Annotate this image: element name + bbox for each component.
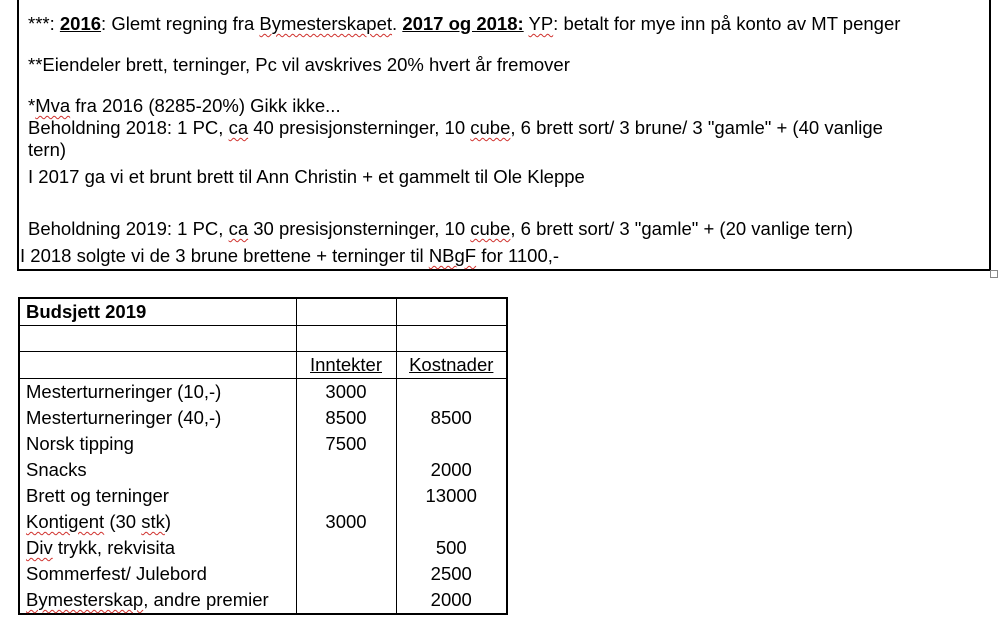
empty-cell[interactable]	[396, 298, 507, 326]
empty-cell[interactable]	[296, 326, 396, 352]
income-cell: 8500	[296, 405, 396, 431]
row-label: Mesterturneringer (10,-)	[19, 379, 296, 406]
note-prefix: ***:	[28, 13, 60, 34]
column-header-income: Inntekter	[310, 354, 382, 375]
spellcheck-word[interactable]: Bymesterskap	[26, 589, 144, 610]
spellcheck-word[interactable]: cube	[470, 117, 511, 138]
income-cell	[296, 457, 396, 483]
table-row	[19, 509, 507, 535]
table-row	[19, 431, 507, 457]
table-empty-row	[19, 326, 507, 352]
spellcheck-word[interactable]: ca	[228, 117, 249, 138]
spellcheck-word[interactable]: cube	[470, 218, 511, 239]
empty-cell[interactable]	[19, 326, 296, 352]
table-row	[19, 483, 507, 509]
row-label: Snacks	[19, 457, 296, 483]
notes-text-box[interactable]	[17, 0, 991, 271]
cost-cell	[396, 509, 507, 535]
table-row	[19, 457, 507, 483]
spellcheck-word[interactable]: Bymesterskapet	[259, 13, 393, 34]
label-text: )	[164, 511, 172, 532]
note-line-8	[20, 245, 559, 267]
note-text: .	[392, 13, 403, 34]
note-line-1	[28, 13, 900, 35]
income-cell	[296, 587, 396, 614]
row-label: Sommerfest/ Julebord	[19, 561, 296, 587]
note-text: , 6 brett sort/ 3 brune/ 3 "gamle" + (40 vanlige	[510, 117, 883, 138]
cost-cell: 2000	[396, 587, 507, 614]
row-label	[19, 587, 296, 614]
income-cell	[296, 483, 396, 509]
year-2016: 2016	[59, 13, 102, 34]
income-cell: 7500	[296, 431, 396, 457]
budget-table	[18, 297, 508, 615]
income-cell: 3000	[296, 379, 396, 406]
spellcheck-word[interactable]: stk	[141, 511, 165, 532]
note-prefix: *	[28, 95, 36, 116]
spellcheck-word[interactable]: NBgF	[428, 245, 477, 266]
table-row	[19, 561, 507, 587]
cost-cell: 2500	[396, 561, 507, 587]
table-title: Budsjett 2019	[19, 298, 296, 326]
income-cell	[296, 561, 396, 587]
income-cell	[296, 535, 396, 561]
cost-cell: 8500	[396, 405, 507, 431]
resize-handle[interactable]	[990, 270, 998, 278]
spellcheck-word[interactable]: Div	[26, 537, 53, 558]
empty-cell[interactable]	[19, 352, 296, 379]
table-row	[19, 405, 507, 431]
table-row	[19, 379, 507, 406]
note-line-4	[28, 117, 883, 139]
cost-cell: 500	[396, 535, 507, 561]
note-text: I 2018 solgte vi de 3 brune brettene + terninger til	[20, 245, 429, 266]
note-text: : betalt for mye inn på konto av MT penger	[553, 13, 901, 34]
note-text: : Glemt regning fra	[101, 13, 260, 34]
note-line-6: I 2017 ga vi et brunt brett til Ann Christin + et gammelt til Ole Kleppe	[28, 166, 585, 187]
spellcheck-word[interactable]: Mva	[35, 95, 71, 116]
note-line-7	[28, 218, 853, 240]
label-text: trykk, rekvisita	[52, 537, 176, 558]
row-label	[19, 535, 296, 561]
table-row	[19, 587, 507, 614]
header-cell-income	[296, 352, 396, 379]
year-2017-2018: 2017 og 2018:	[402, 13, 524, 34]
table-title-row	[19, 298, 507, 326]
label-text: , andre premier	[143, 589, 269, 610]
note-text: 30 presisjonsterninger, 10	[248, 218, 471, 239]
note-text: Beholdning 2019: 1 PC,	[28, 218, 229, 239]
cost-cell: 13000	[396, 483, 507, 509]
cost-cell	[396, 379, 507, 406]
note-line-5: tern)	[28, 139, 67, 160]
note-text: fra 2016 (8285-20%) Gikk ikke...	[70, 95, 341, 116]
row-label: Brett og terninger	[19, 483, 296, 509]
spellcheck-word[interactable]: YP	[528, 13, 554, 34]
empty-cell[interactable]	[396, 326, 507, 352]
spellcheck-word[interactable]: Kontigent	[26, 511, 105, 532]
row-label: Norsk tipping	[19, 431, 296, 457]
label-text: (30	[104, 511, 142, 532]
note-text: 40 presisjonsterninger, 10	[248, 117, 471, 138]
spellcheck-word[interactable]: ca	[228, 218, 249, 239]
note-text: for 1100,-	[476, 245, 560, 266]
table-row	[19, 535, 507, 561]
row-label	[19, 509, 296, 535]
note-line-3	[28, 95, 341, 117]
note-text: , 6 brett sort/ 3 "gamle" + (20 vanlige tern)	[510, 218, 854, 239]
column-header-cost: Kostnader	[409, 354, 494, 375]
table-header-row	[19, 352, 507, 379]
note-line-2: **Eiendeler brett, terninger, Pc vil avskrives 20% hvert år fremover	[28, 54, 570, 75]
header-cell-cost	[396, 352, 507, 379]
row-label: Mesterturneringer (40,-)	[19, 405, 296, 431]
income-cell: 3000	[296, 509, 396, 535]
note-text: Beholdning 2018: 1 PC,	[28, 117, 229, 138]
empty-cell[interactable]	[296, 298, 396, 326]
cost-cell: 2000	[396, 457, 507, 483]
cost-cell	[396, 431, 507, 457]
